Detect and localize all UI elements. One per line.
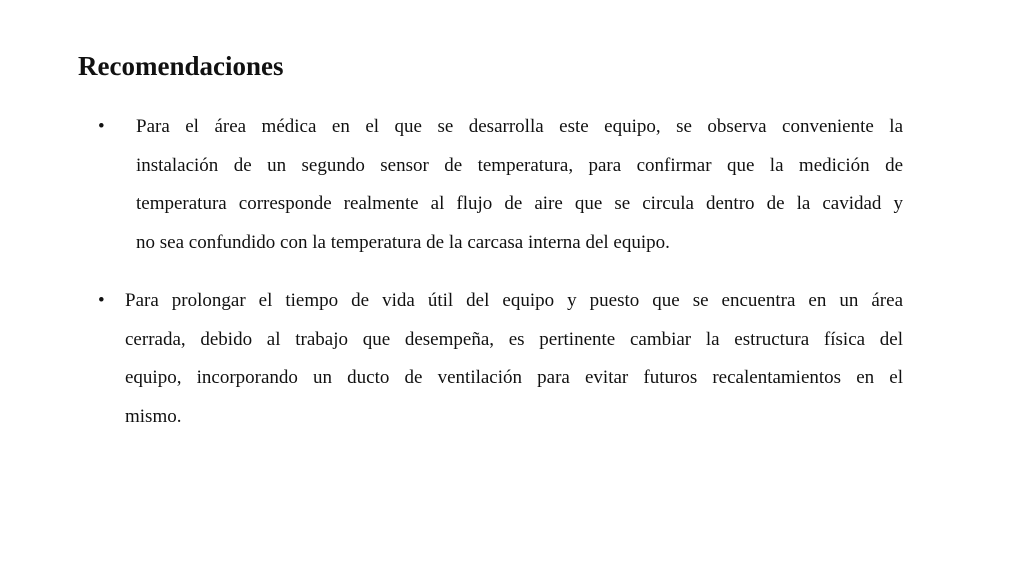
recommendation-text <box>125 282 903 436</box>
text-line: Para el área médica en el que se desarrolla este equipo, se observa conveniente la <box>136 116 903 137</box>
slide-title: Recomendaciones <box>78 51 284 81</box>
text-line: instalación de un segundo sensor de temperatura, para confirmar que la medición de <box>136 154 903 176</box>
text-line: temperatura corresponde realmente al flujo de aire que se circula dentro de la cavidad y <box>136 193 903 214</box>
text-line: no sea confundido con la temperatura de la carcasa interna del equipo. <box>136 231 670 253</box>
bullet-icon: • <box>98 290 105 311</box>
bullet-icon: • <box>98 116 105 137</box>
text-line: mismo. <box>125 405 182 427</box>
text-line: cerrada, debido al trabajo que desempeña, es pertinente cambiar la estructura física del <box>125 328 903 350</box>
text-line: Para prolongar el tiempo de vida útil del equipo y puesto que se encuentra en un área <box>125 290 903 311</box>
recommendation-text <box>136 108 903 262</box>
text-line: equipo, incorporando un ducto de ventilación para evitar futuros recalentamientos en el <box>125 367 903 388</box>
